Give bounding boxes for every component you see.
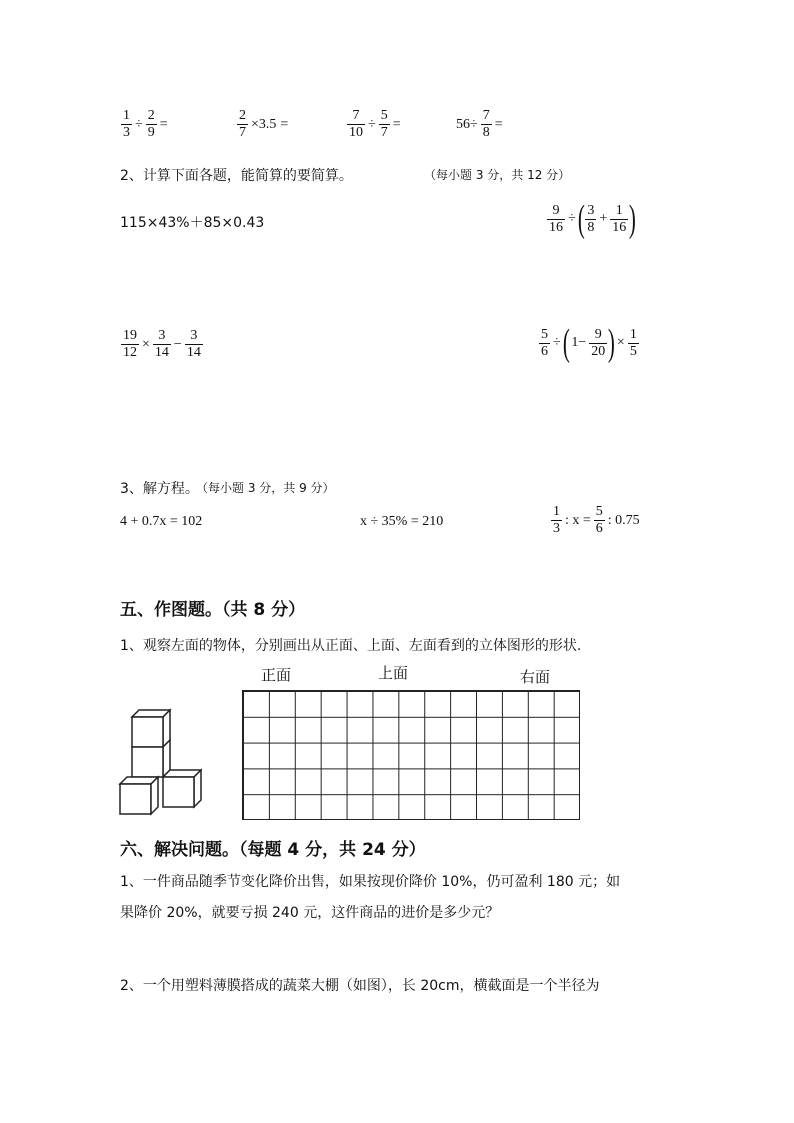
label-right: 右面 bbox=[520, 668, 551, 686]
fraction: $\frac{5}{6}$ bbox=[541, 326, 548, 359]
fraction: $\frac{1}{3}$ bbox=[553, 504, 560, 536]
fraction: $\frac{1}{16}$ bbox=[612, 202, 627, 235]
left-paren: ( bbox=[562, 322, 570, 364]
q3-title: 3、解方程。 bbox=[120, 481, 199, 497]
equation-2: x ÷ 35% = 210 bbox=[360, 514, 444, 529]
left-paren: ( bbox=[577, 198, 585, 240]
q2-title: 2、计算下面各题，能简算的要简算。 bbox=[120, 168, 353, 184]
q2-problem-1: 115×43%＋85×0.43 bbox=[120, 215, 265, 231]
cube-figure bbox=[118, 702, 202, 818]
fraction: $\frac{1}{3}$ bbox=[123, 108, 130, 140]
fraction: $\frac{7}{10}$ bbox=[349, 108, 363, 140]
q3-score-note: （每小题 3 分，共 9 分） bbox=[196, 481, 335, 495]
right-paren: ) bbox=[629, 198, 637, 240]
fraction: $\frac{3}{8}$ bbox=[587, 202, 595, 235]
fraction: $\frac{9}{16}$ bbox=[549, 202, 563, 235]
calc-3: $\frac{7}{10}$ ÷ $\frac{5}{7}$ = bbox=[349, 108, 401, 140]
fraction: $\frac{5}{6}$ bbox=[595, 504, 603, 536]
q2-problem-4: $\frac{5}{6}$ ÷ ( 1− $\frac{9}{20}$ ) × $\frac{1}{5}$ bbox=[541, 322, 637, 364]
fraction: $\frac{5}{7}$ bbox=[380, 108, 388, 140]
s6-question-2-line-1: 2、一个用塑料薄膜搭成的蔬菜大棚（如图），长 20cm，横截面是一个半径为 bbox=[120, 978, 600, 994]
label-front: 正面 bbox=[261, 666, 292, 684]
fraction: $\frac{2}{9}$ bbox=[147, 108, 155, 140]
equation-1: 4 + 0.7x = 102 bbox=[120, 514, 203, 529]
q2-problem-2: $\frac{9}{16}$ ÷ ( $\frac{3}{8}$ + $\frac{1}{16}$ ) bbox=[549, 198, 637, 240]
calc-2: $\frac{2}{7}$ ×3.5 = bbox=[239, 108, 289, 140]
right-paren: ) bbox=[608, 322, 616, 364]
q2-problem-3: $\frac{19}{12}$ × $\frac{3}{14}$ − $\frac{3}{14}$ bbox=[123, 328, 201, 360]
s6-question-1-line-1: 1、一件商品随季节变化降价出售，如果按现价降价 10%，仍可盈利 180 元；如 bbox=[120, 874, 621, 890]
fraction: $\frac{19}{12}$ bbox=[123, 328, 137, 360]
section-5-title: 五、作图题。（共 8 分） bbox=[120, 600, 306, 620]
fraction: $\frac{1}{5}$ bbox=[629, 326, 637, 359]
fraction: $\frac{3}{14}$ bbox=[154, 328, 169, 360]
label-top: 上面 bbox=[378, 664, 409, 682]
s5-question-1: 1、观察左面的物体，分别画出从正面、上面、左面看到的立体图形的形状. bbox=[120, 638, 582, 654]
fraction: $\frac{7}{8}$ bbox=[482, 108, 490, 140]
section-6-title: 六、解决问题。（每题 4 分，共 24 分） bbox=[120, 840, 426, 860]
drawing-grid[interactable] bbox=[242, 690, 580, 820]
fraction: $\frac{3}{14}$ bbox=[186, 328, 201, 360]
s6-question-1-line-2: 果降价 20%，就要亏损 240 元，这件商品的进价是多少元？ bbox=[120, 905, 500, 921]
fraction: $\frac{9}{20}$ bbox=[591, 326, 606, 359]
calc-1: $\frac{1}{3}$ ÷ $\frac{2}{9}$ = bbox=[123, 108, 168, 140]
q2-score-note: （每小题 3 分，共 12 分） bbox=[424, 168, 571, 182]
calc-4: 56÷ $\frac{7}{8}$ = bbox=[456, 108, 503, 140]
equation-3: $\frac{1}{3}$ : x = $\frac{5}{6}$ : 0.75 bbox=[553, 504, 640, 536]
fraction: $\frac{2}{7}$ bbox=[239, 108, 246, 140]
